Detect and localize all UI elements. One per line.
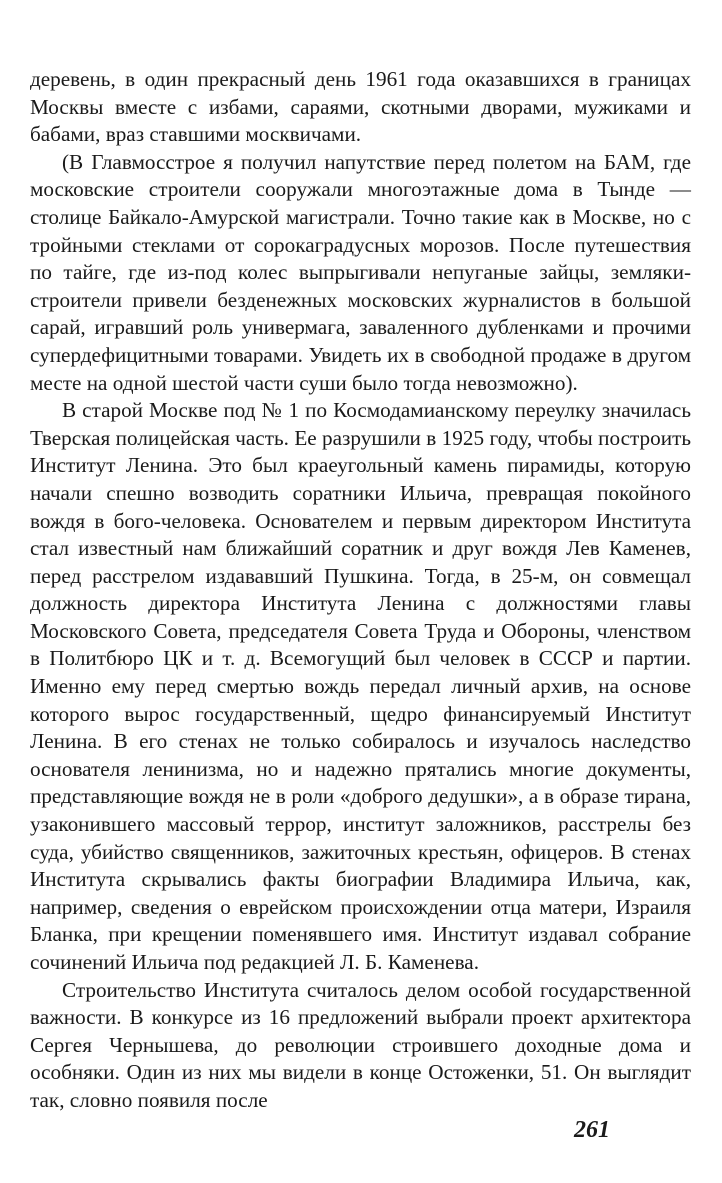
paragraph-2: (В Главмосстрое я получил напутствие перед полетом на БАМ, где московские строители сооружали многоэтажные дома в Тынде — столице Байкало-Амурской магистрали. Точно такие как в Москве, но с тройными стеклами от сорокаградусных морозов. После путешествия по тайге, где из-под колес выпрыгивали непуганые зайцы, земляки-строители привели безденежных московских журналистов в большой сарай, игравший роль универмага, заваленного дубленками и прочими супердефицитными товарами. Увидеть их в свободной продаже в другом месте на одной шестой части суши было тогда невозможно). (30, 149, 691, 395)
book-page (30, 66, 691, 1115)
paragraph-4: Строительство Института считалось делом особой государственной важности. В конкурсе из 16 предложений выбрали проект архитектора Сергея Чернышева, до революции строившего доходные дома и особняки. Один из них мы видели в конце Остоженки, 51. Он выглядит так, словно появиля после (30, 977, 691, 1112)
paragraph-1: деревень, в один прекрасный день 1961 года оказавшихся в границах Москвы вместе с избами, сараями, скотными дворами, мужиками и бабами, враз ставшими москвичами. (30, 67, 691, 147)
body-text (30, 66, 691, 1115)
paragraph-3: В старой Москве под № 1 по Космодамианскому переулку значилась Тверская полицейская часть. Ее разрушили в 1925 году, чтобы построить Институт Ленина. Это был краеугольный камень пирамиды, которую начали спешно возводить соратники Ильича, превращая покойного вождя в бого-человека. Основателем и первым директором Института стал известный нам ближайший соратник и друг вождя Лев Каменев, перед расстрелом издававший Пушкина. Тогда, в 25-м, он совмещал должность директора Института Ленина с должностями главы Московского Совета, председателя Совета Труда и Обороны, членством в Политбюро ЦК и т. д. Всемогущий был человек в СССР и партии. Именно ему перед смертью вождь передал личный архив, на основе которого вырос государственный, щедро финансируемый Институт Ленина. В его стенах не только собиралось и изучалось наследство основателя ленинизма, но и надежно прятались многие документы, представляющие вождя не в роли «доброго дедушки», а в образе тирана, узаконившего массовый террор, институт заложников, расстрелы без суда, убийство священников, зажиточных крестьян, офицеров. В стенах Института скрывались факты биографии Владимира Ильича, как, например, сведения о еврейском происхождении отца матери, Израиля Бланка, при крещении поменявшего имя. Институт издавал собрание сочинений Ильича под редакцией Л. Б. Каменева. (30, 398, 691, 974)
page-number: 261 (574, 1117, 610, 1143)
